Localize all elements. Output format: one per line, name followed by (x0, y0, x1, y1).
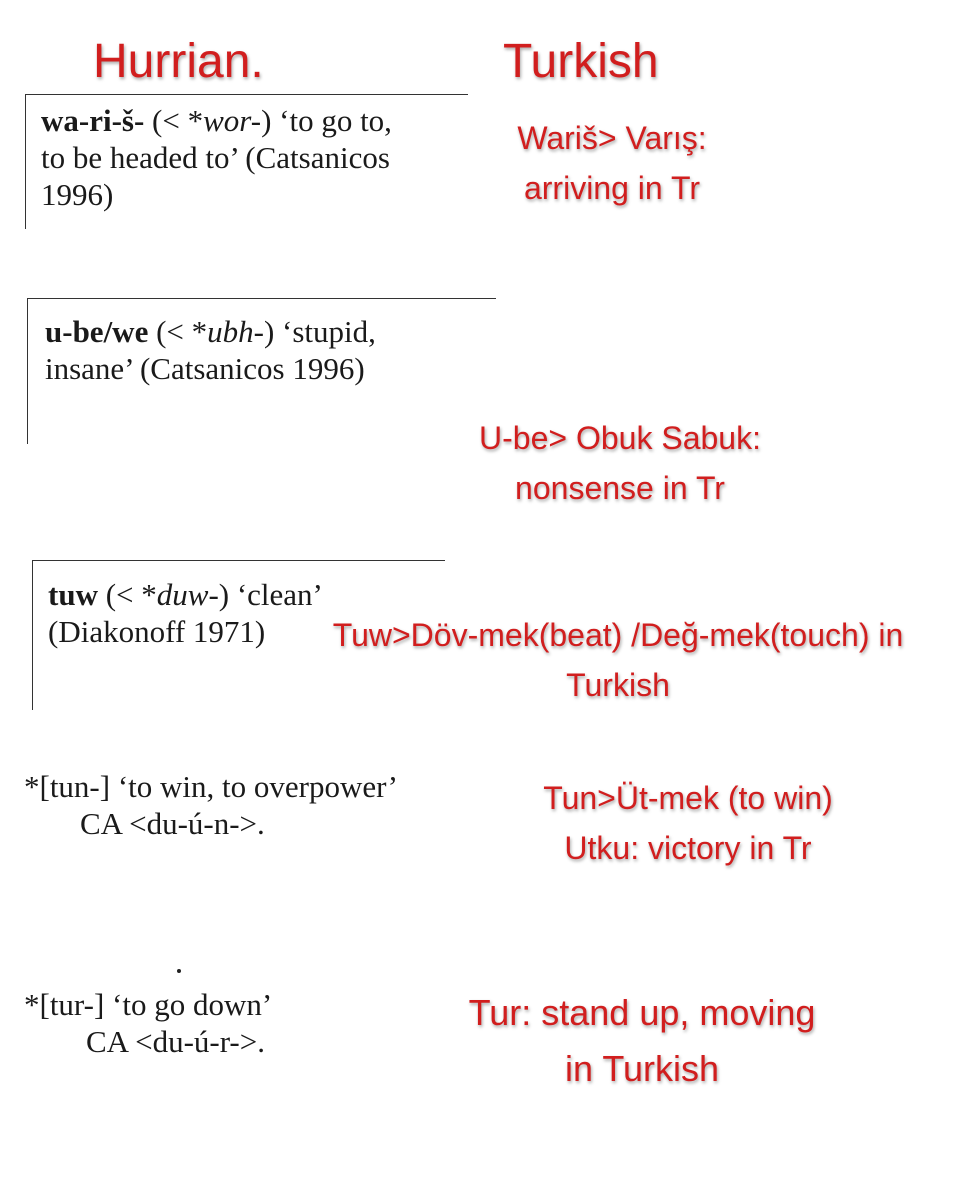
stray-dot-mark (177, 969, 181, 973)
entry-3-hurrian-text: tuw (< *duw-) ‘clean’ (Diakonoff 1971) (48, 577, 323, 649)
header-hurrian: Hurrian. (93, 35, 264, 88)
entry-2-turkish-note: U-be> Obuk Sabuk: nonsense in Tr (479, 420, 761, 506)
entry-4-hurrian-text: *[tun-] ‘to win, to overpower’ CA <du-ú-n->. (24, 769, 398, 841)
entry-1-left-rule (25, 94, 26, 229)
entry-3-top-rule (32, 560, 445, 561)
entry-1-headword: wa-ri-š- (41, 103, 145, 138)
entry-3-turkish-note: Tuw>Döv-mek(beat) /Değ-mek(touch) in Turkish (332, 617, 904, 703)
header-turkish: Turkish (503, 35, 659, 88)
entry-3-headword: tuw (48, 577, 98, 612)
entry-2-left-rule (27, 298, 28, 444)
entry-2-hurrian-text: u-be/we (< *ubh-) ‘stupid, insane’ (Catsanicos 1996) (45, 314, 376, 386)
entry-1-root: wor- (203, 103, 262, 138)
entry-3-root: duw- (156, 577, 219, 612)
entry-1-hurrian-text: wa-ri-š- (< *wor-) ‘to go to, to be headed to’ (Catsanicos 1996) (41, 103, 392, 212)
entry-4-turkish-note: Tun>Üt-mek (to win) Utku: victory in Tr (543, 780, 833, 866)
entry-1-top-rule (25, 94, 468, 95)
entry-3-left-rule (32, 560, 33, 710)
entry-2-top-rule (27, 298, 496, 299)
entry-5-hurrian-text: *[tur-] ‘to go down’ CA <du-ú-r->. (24, 987, 273, 1059)
entry-5-turkish-note: Tur: stand up, moving in Turkish (468, 992, 816, 1089)
entry-2-root: ubh- (207, 314, 264, 349)
entry-2-headword: u-be/we (45, 314, 149, 349)
entry-1-turkish-note: Wariš> Varış: arriving in Tr (517, 120, 707, 206)
